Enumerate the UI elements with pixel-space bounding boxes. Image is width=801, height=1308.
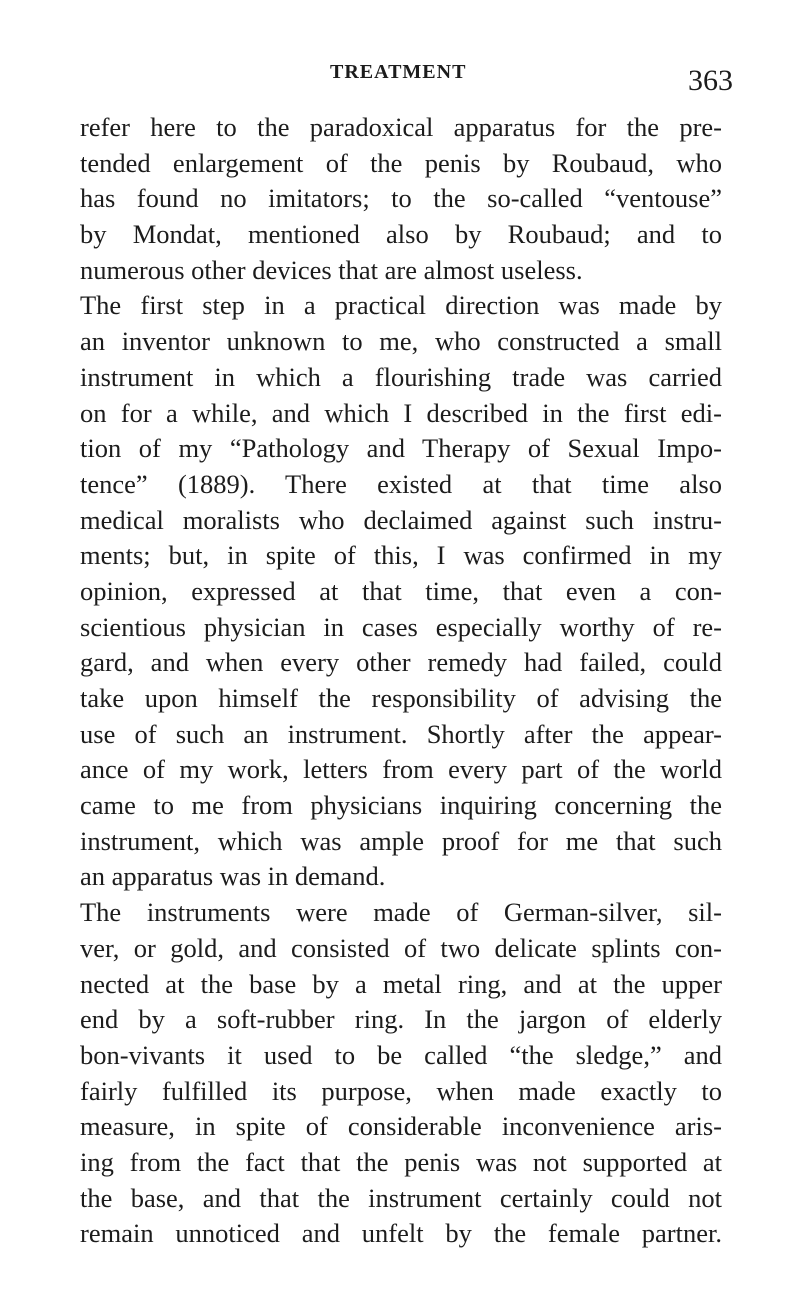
text-line: use of such an instrument. Shortly after the appear- xyxy=(80,718,722,749)
text-line: an apparatus was in demand. xyxy=(80,861,386,892)
text-line: measure, in spite of considerable inconvenience aris- xyxy=(80,1111,722,1142)
text-line: end by a soft-rubber ring. In the jargon of elderly xyxy=(80,1004,722,1035)
running-head: TREATMENT xyxy=(330,61,467,83)
text-line: by Mondat, mentioned also by Roubaud; and to xyxy=(80,219,722,250)
text-line: opinion, expressed at that time, that even a con- xyxy=(80,575,722,606)
text-line: ver, or gold, and consisted of two delicate splints con- xyxy=(80,932,722,963)
body-text xyxy=(80,110,722,1252)
text-line: an inventor unknown to me, who constructed a small xyxy=(80,326,722,357)
text-line: take upon himself the responsibility of advising the xyxy=(80,683,722,713)
text-line: on for a while, and which I described in the first edi- xyxy=(80,397,722,428)
text-line: instrument in which a flourishing trade was carried xyxy=(80,361,722,392)
text-line: ments; but, in spite of this, I was confirmed in my xyxy=(80,540,722,571)
text-line: The first step in a practical direction was made by xyxy=(80,290,722,321)
text-line: gard, and when every other remedy had failed, could xyxy=(80,647,722,678)
text-line: remain unnoticed and unfelt by the female partner. xyxy=(80,1218,722,1249)
text-line: the base, and that the instrument certainly could not xyxy=(80,1182,722,1213)
text-line: tence” (1889). There existed at that time also xyxy=(80,468,722,499)
text-line: instrument, which was ample proof for me that such xyxy=(80,825,722,856)
text-line: bon-vivants it used to be called “the sledge,” and xyxy=(80,1039,722,1070)
text-line: scientious physician in cases especially worthy of re- xyxy=(80,611,722,642)
text-line: came to me from physicians inquiring concerning the xyxy=(80,790,722,821)
text-line: has found no imitators; to the so-called “ventouse” xyxy=(80,183,722,214)
text-line: tion of my “Pathology and Therapy of Sexual Impo- xyxy=(80,433,722,464)
text-line: The instruments were made of German-silver, sil- xyxy=(80,897,722,928)
text-line: ance of my work, letters from every part of the world xyxy=(80,754,722,785)
text-line: tended enlargement of the penis by Roubaud, who xyxy=(80,147,722,178)
text-line: ing from the fact that the penis was not supported at xyxy=(80,1146,722,1177)
text-line: medical moralists who declaimed against such instru- xyxy=(80,504,722,535)
text-line: fairly fulfilled its purpose, when made exactly to xyxy=(80,1075,722,1106)
text-line: refer here to the paradoxical apparatus for the pre- xyxy=(80,112,722,142)
text-line: numerous other devices that are almost useless. xyxy=(80,254,583,285)
page-number: 363 xyxy=(688,64,733,97)
text-line: nected at the base by a metal ring, and at the upper xyxy=(80,968,722,999)
